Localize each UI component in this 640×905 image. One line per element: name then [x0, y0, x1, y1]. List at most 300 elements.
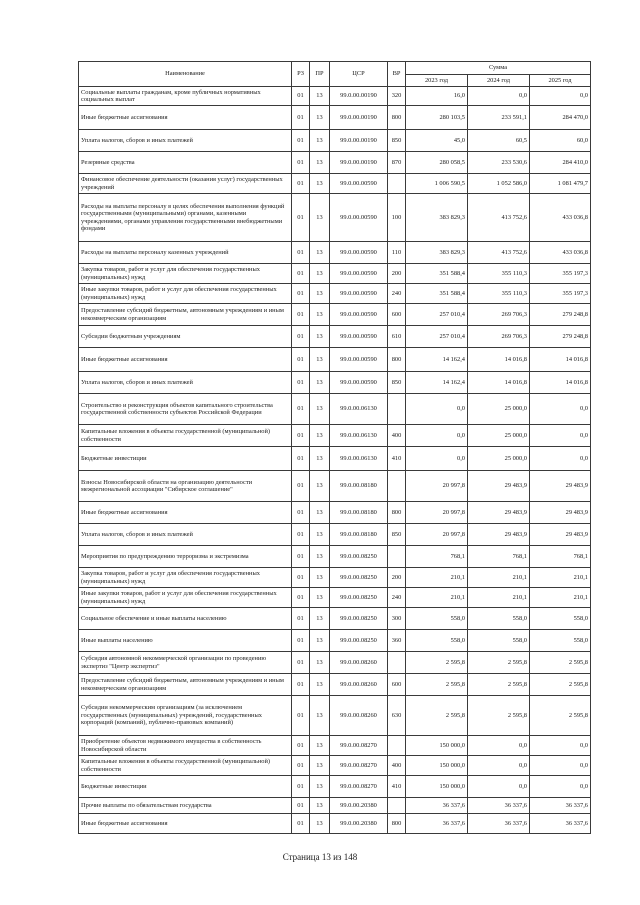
row-sum-2024: 60,5: [468, 130, 530, 152]
row-pr: 13: [310, 524, 330, 546]
row-sum-2023: 14 162,4: [406, 348, 468, 372]
table-row: [79, 326, 591, 348]
table-row: [79, 174, 591, 194]
row-pr: 13: [310, 242, 330, 264]
row-sum-2023: 1 006 590,5: [406, 174, 468, 194]
row-sum-2025: 29 483,9: [530, 524, 591, 546]
row-sum-2024: 25 000,0: [468, 425, 530, 447]
row-vr: 360: [388, 630, 406, 652]
row-sum-2023: 351 588,4: [406, 264, 468, 284]
table-row: [79, 696, 591, 736]
row-csr: 99.0.00.06130: [330, 447, 388, 471]
row-csr: 99.0.00.08180: [330, 524, 388, 546]
row-csr: 99.0.00.00590: [330, 242, 388, 264]
row-sum-2023: 210,1: [406, 568, 468, 588]
row-sum-2023: 2 595,8: [406, 674, 468, 696]
row-sum-2025: 2 595,8: [530, 696, 591, 736]
row-name: Уплата налогов, сборов и иных платежей: [79, 372, 292, 394]
header-sum: Сумма: [406, 62, 591, 75]
row-sum-2024: 25 000,0: [468, 447, 530, 471]
row-name: Взносы Новосибирской области на организацию деятельности межрегиональной ассоциации "Сибирское соглашение": [79, 471, 292, 502]
row-pr: 13: [310, 87, 330, 106]
row-sum-2025: 284 410,0: [530, 152, 591, 174]
row-vr: 850: [388, 130, 406, 152]
row-name: Строительство и реконструкция объектов капитального строительства государственной собственности субъектов Российской Федерации: [79, 394, 292, 425]
table-row: [79, 130, 591, 152]
row-vr: 630: [388, 696, 406, 736]
row-vr: 850: [388, 524, 406, 546]
row-sum-2023: 558,0: [406, 630, 468, 652]
row-vr: 240: [388, 588, 406, 608]
row-name: Финансовое обеспечение деятельности (оказания услуг) государственных учреждений: [79, 174, 292, 194]
row-pr: 13: [310, 348, 330, 372]
row-name: Субсидии некоммерческим организациям (за исключением государственных (муниципальных) учреждений, государственных корпораций (компаний), публично-правовых компаний): [79, 696, 292, 736]
row-sum-2025: 0,0: [530, 736, 591, 756]
row-rz: 01: [292, 798, 310, 814]
row-vr: 800: [388, 814, 406, 834]
row-sum-2024: 0,0: [468, 736, 530, 756]
table-row: [79, 756, 591, 776]
row-csr: 99.0.00.00590: [330, 194, 388, 242]
row-sum-2025: 1 081 479,7: [530, 174, 591, 194]
row-sum-2023: 0,0: [406, 394, 468, 425]
row-csr: 99.0.00.06130: [330, 425, 388, 447]
row-sum-2024: 36 337,6: [468, 814, 530, 834]
row-csr: 99.0.00.08180: [330, 502, 388, 524]
row-sum-2023: 0,0: [406, 447, 468, 471]
row-name: Мероприятия по предупреждению терроризма и экстремизма: [79, 546, 292, 568]
row-vr: [388, 736, 406, 756]
row-csr: 99.0.00.00190: [330, 152, 388, 174]
table-row: [79, 736, 591, 756]
row-sum-2025: 558,0: [530, 608, 591, 630]
row-pr: 13: [310, 130, 330, 152]
table-row: [79, 568, 591, 588]
row-rz: 01: [292, 471, 310, 502]
header-year-2024: 2024 год: [468, 75, 530, 87]
row-sum-2023: 150 000,0: [406, 756, 468, 776]
row-sum-2024: 29 483,9: [468, 524, 530, 546]
row-sum-2023: 20 997,8: [406, 524, 468, 546]
row-name: Закупка товаров, работ и услуг для обеспечения государственных (муниципальных) нужд: [79, 264, 292, 284]
row-rz: 01: [292, 106, 310, 130]
table-row: [79, 524, 591, 546]
row-csr: 99.0.00.20380: [330, 814, 388, 834]
row-pr: 13: [310, 394, 330, 425]
row-rz: 01: [292, 348, 310, 372]
row-name: Прочие выплаты по обязательствам государства: [79, 798, 292, 814]
row-pr: 13: [310, 568, 330, 588]
row-vr: [388, 394, 406, 425]
row-vr: 300: [388, 608, 406, 630]
row-name: Иные выплаты населению: [79, 630, 292, 652]
row-vr: 800: [388, 348, 406, 372]
row-pr: 13: [310, 425, 330, 447]
row-vr: 600: [388, 304, 406, 326]
row-vr: 800: [388, 502, 406, 524]
row-rz: 01: [292, 608, 310, 630]
row-vr: [388, 798, 406, 814]
row-vr: 400: [388, 425, 406, 447]
row-sum-2025: 210,1: [530, 568, 591, 588]
table-row: [79, 447, 591, 471]
row-rz: 01: [292, 652, 310, 674]
row-csr: 99.0.00.20380: [330, 798, 388, 814]
row-sum-2024: 210,1: [468, 568, 530, 588]
row-sum-2025: 2 595,8: [530, 674, 591, 696]
row-sum-2023: 280 058,5: [406, 152, 468, 174]
row-sum-2023: 257 010,4: [406, 326, 468, 348]
row-csr: 99.0.00.00590: [330, 284, 388, 304]
table-row: [79, 87, 591, 106]
row-rz: 01: [292, 284, 310, 304]
row-sum-2025: 36 337,6: [530, 798, 591, 814]
row-sum-2025: 36 337,6: [530, 814, 591, 834]
header-pr: ПР: [310, 62, 330, 87]
row-vr: [388, 652, 406, 674]
row-rz: 01: [292, 372, 310, 394]
row-rz: 01: [292, 194, 310, 242]
row-rz: 01: [292, 776, 310, 798]
row-sum-2023: 280 103,5: [406, 106, 468, 130]
table-row: [79, 630, 591, 652]
row-sum-2024: 25 000,0: [468, 394, 530, 425]
row-sum-2025: 355 197,3: [530, 284, 591, 304]
row-pr: 13: [310, 326, 330, 348]
row-pr: 13: [310, 630, 330, 652]
row-sum-2023: 16,0: [406, 87, 468, 106]
row-sum-2023: 383 829,3: [406, 194, 468, 242]
row-name: Иные бюджетные ассигнования: [79, 814, 292, 834]
budget-table: [78, 61, 591, 834]
row-sum-2023: 257 010,4: [406, 304, 468, 326]
row-name: Резервные средства: [79, 152, 292, 174]
row-vr: 100: [388, 194, 406, 242]
row-pr: 13: [310, 546, 330, 568]
row-rz: 01: [292, 696, 310, 736]
row-pr: 13: [310, 372, 330, 394]
table-row: [79, 372, 591, 394]
row-pr: 13: [310, 798, 330, 814]
row-sum-2025: 0,0: [530, 87, 591, 106]
row-rz: 01: [292, 588, 310, 608]
row-name: Субсидия автономной некоммерческой организации по проведению экспертиз "Центр экспертиз": [79, 652, 292, 674]
row-rz: 01: [292, 674, 310, 696]
row-pr: 13: [310, 264, 330, 284]
row-vr: 850: [388, 372, 406, 394]
row-csr: 99.0.00.00590: [330, 264, 388, 284]
row-rz: 01: [292, 524, 310, 546]
row-pr: 13: [310, 447, 330, 471]
row-csr: 99.0.00.08250: [330, 608, 388, 630]
row-sum-2023: 383 829,3: [406, 242, 468, 264]
row-sum-2024: 558,0: [468, 630, 530, 652]
table-row: [79, 394, 591, 425]
row-name: Капитальные вложения в объекты государственной (муниципальной) собственности: [79, 425, 292, 447]
row-sum-2025: 60,0: [530, 130, 591, 152]
row-pr: 13: [310, 152, 330, 174]
row-rz: 01: [292, 630, 310, 652]
row-rz: 01: [292, 87, 310, 106]
row-sum-2025: 279 248,8: [530, 304, 591, 326]
row-vr: 200: [388, 264, 406, 284]
row-sum-2023: 36 337,6: [406, 798, 468, 814]
row-vr: 600: [388, 674, 406, 696]
row-sum-2024: 14 016,8: [468, 372, 530, 394]
row-csr: 99.0.00.08260: [330, 652, 388, 674]
row-pr: 13: [310, 106, 330, 130]
row-vr: [388, 471, 406, 502]
row-vr: 610: [388, 326, 406, 348]
row-vr: 200: [388, 568, 406, 588]
row-name: Уплата налогов, сборов и иных платежей: [79, 524, 292, 546]
row-sum-2024: 233 591,1: [468, 106, 530, 130]
row-rz: 01: [292, 326, 310, 348]
row-sum-2024: 269 706,3: [468, 326, 530, 348]
row-sum-2023: 150 000,0: [406, 736, 468, 756]
row-csr: 99.0.00.00190: [330, 106, 388, 130]
page-number: Страница 13 из 148: [282, 852, 358, 862]
row-name: Иные бюджетные ассигнования: [79, 106, 292, 130]
row-name: Расходы на выплаты персоналу казенных учреждений: [79, 242, 292, 264]
row-sum-2024: 355 110,3: [468, 264, 530, 284]
row-rz: 01: [292, 152, 310, 174]
row-sum-2023: 20 997,8: [406, 502, 468, 524]
row-name: Капитальные вложения в объекты государственной (муниципальной) собственности: [79, 756, 292, 776]
row-sum-2023: 20 997,8: [406, 471, 468, 502]
row-pr: 13: [310, 304, 330, 326]
row-vr: 240: [388, 284, 406, 304]
row-name: Расходы на выплаты персоналу в целях обеспечения выполнения функций государственными (муниципальными) органами, казенными учреждениями, органами управления государственными внебюджетными фондами: [79, 194, 292, 242]
row-rz: 01: [292, 814, 310, 834]
row-csr: 99.0.00.08250: [330, 588, 388, 608]
row-vr: [388, 174, 406, 194]
row-sum-2024: 768,1: [468, 546, 530, 568]
row-sum-2024: 558,0: [468, 608, 530, 630]
table-row: [79, 348, 591, 372]
row-pr: 13: [310, 471, 330, 502]
row-vr: 410: [388, 447, 406, 471]
table-body: [79, 87, 591, 834]
row-sum-2023: 2 595,8: [406, 696, 468, 736]
row-sum-2025: 433 036,8: [530, 194, 591, 242]
row-rz: 01: [292, 568, 310, 588]
row-name: Приобретение объектов недвижимого имущества в собственность Новосибирской области: [79, 736, 292, 756]
row-sum-2025: 14 016,8: [530, 372, 591, 394]
row-csr: 99.0.00.08260: [330, 696, 388, 736]
row-sum-2025: 279 248,8: [530, 326, 591, 348]
row-sum-2025: 2 595,8: [530, 652, 591, 674]
row-sum-2024: 2 595,8: [468, 696, 530, 736]
row-sum-2024: 355 110,3: [468, 284, 530, 304]
row-sum-2023: 45,0: [406, 130, 468, 152]
row-sum-2024: 269 706,3: [468, 304, 530, 326]
row-csr: 99.0.00.00590: [330, 174, 388, 194]
header-vr: ВР: [388, 62, 406, 87]
row-sum-2025: 0,0: [530, 425, 591, 447]
row-vr: 110: [388, 242, 406, 264]
header-year-2023: 2023 год: [406, 75, 468, 87]
row-pr: 13: [310, 588, 330, 608]
row-csr: 99.0.00.00590: [330, 372, 388, 394]
table-row: [79, 546, 591, 568]
row-rz: 01: [292, 756, 310, 776]
row-csr: 99.0.00.08270: [330, 736, 388, 756]
row-pr: 13: [310, 174, 330, 194]
row-sum-2025: 284 470,0: [530, 106, 591, 130]
row-name: Иные бюджетные ассигнования: [79, 502, 292, 524]
table-row: [79, 502, 591, 524]
row-sum-2025: 29 483,9: [530, 502, 591, 524]
row-csr: 99.0.00.08250: [330, 630, 388, 652]
row-sum-2024: 0,0: [468, 87, 530, 106]
row-csr: 99.0.00.08180: [330, 471, 388, 502]
row-sum-2023: 150 000,0: [406, 776, 468, 798]
row-sum-2023: 351 588,4: [406, 284, 468, 304]
row-name: Иные бюджетные ассигнования: [79, 348, 292, 372]
row-rz: 01: [292, 425, 310, 447]
row-sum-2023: 2 595,8: [406, 652, 468, 674]
row-csr: 99.0.00.00190: [330, 130, 388, 152]
row-csr: 99.0.00.00590: [330, 326, 388, 348]
row-pr: 13: [310, 284, 330, 304]
row-pr: 13: [310, 736, 330, 756]
row-sum-2025: 433 036,8: [530, 242, 591, 264]
table-row: [79, 106, 591, 130]
row-csr: 99.0.00.00590: [330, 304, 388, 326]
header-csr: ЦСР: [330, 62, 388, 87]
row-sum-2024: 2 595,8: [468, 652, 530, 674]
row-rz: 01: [292, 736, 310, 756]
row-sum-2024: 1 052 586,0: [468, 174, 530, 194]
row-pr: 13: [310, 814, 330, 834]
row-sum-2024: 29 483,9: [468, 502, 530, 524]
row-sum-2024: 0,0: [468, 776, 530, 798]
row-sum-2025: 0,0: [530, 447, 591, 471]
row-pr: 13: [310, 502, 330, 524]
table-row: [79, 652, 591, 674]
row-rz: 01: [292, 394, 310, 425]
row-vr: 400: [388, 756, 406, 776]
table-row: [79, 776, 591, 798]
row-rz: 01: [292, 304, 310, 326]
row-sum-2025: 29 483,9: [530, 471, 591, 502]
row-sum-2023: 768,1: [406, 546, 468, 568]
row-name: Закупка товаров, работ и услуг для обеспечения государственных (муниципальных) нужд: [79, 568, 292, 588]
row-name: Уплата налогов, сборов и иных платежей: [79, 130, 292, 152]
row-vr: 800: [388, 106, 406, 130]
row-pr: 13: [310, 652, 330, 674]
row-sum-2025: 0,0: [530, 394, 591, 425]
row-name: Бюджетные инвестиции: [79, 776, 292, 798]
row-name: Социальное обеспечение и иные выплаты населению: [79, 608, 292, 630]
row-vr: [388, 546, 406, 568]
row-vr: 870: [388, 152, 406, 174]
row-csr: 99.0.00.06130: [330, 394, 388, 425]
table-row: [79, 674, 591, 696]
row-csr: 99.0.00.08270: [330, 756, 388, 776]
row-name: Предоставление субсидий бюджетным, автономным учреждениям и иным некоммерческим организациям: [79, 304, 292, 326]
row-rz: 01: [292, 264, 310, 284]
row-name: Бюджетные инвестиции: [79, 447, 292, 471]
row-sum-2024: 413 752,6: [468, 194, 530, 242]
row-sum-2025: 355 197,3: [530, 264, 591, 284]
table-row: [79, 194, 591, 242]
table-row: [79, 284, 591, 304]
row-csr: 99.0.00.08250: [330, 568, 388, 588]
table-row: [79, 814, 591, 834]
row-sum-2024: 14 016,8: [468, 348, 530, 372]
row-rz: 01: [292, 502, 310, 524]
row-pr: 13: [310, 674, 330, 696]
row-name: Иные закупки товаров, работ и услуг для обеспечения государственных (муниципальных) нужд: [79, 284, 292, 304]
table-row: [79, 425, 591, 447]
row-sum-2024: 36 337,6: [468, 798, 530, 814]
table-row: [79, 471, 591, 502]
row-sum-2025: 558,0: [530, 630, 591, 652]
table-row: [79, 608, 591, 630]
row-csr: 99.0.00.08250: [330, 546, 388, 568]
row-rz: 01: [292, 546, 310, 568]
table-row: [79, 152, 591, 174]
row-sum-2023: 14 162,4: [406, 372, 468, 394]
row-csr: 99.0.00.08260: [330, 674, 388, 696]
row-sum-2024: 210,1: [468, 588, 530, 608]
table-row: [79, 798, 591, 814]
row-vr: 410: [388, 776, 406, 798]
row-sum-2025: 14 016,8: [530, 348, 591, 372]
row-sum-2024: 413 752,6: [468, 242, 530, 264]
row-sum-2023: 558,0: [406, 608, 468, 630]
row-sum-2024: 2 595,8: [468, 674, 530, 696]
row-pr: 13: [310, 696, 330, 736]
row-pr: 13: [310, 776, 330, 798]
table-row: [79, 242, 591, 264]
table-row: [79, 588, 591, 608]
row-sum-2025: 0,0: [530, 756, 591, 776]
header-year-2025: 2025 год: [530, 75, 591, 87]
row-csr: 99.0.00.08270: [330, 776, 388, 798]
header-name: Наименование: [79, 62, 292, 87]
row-name: Иные закупки товаров, работ и услуг для обеспечения государственных (муниципальных) нужд: [79, 588, 292, 608]
row-rz: 01: [292, 174, 310, 194]
row-sum-2024: 233 530,6: [468, 152, 530, 174]
row-sum-2023: 36 337,6: [406, 814, 468, 834]
row-sum-2025: 0,0: [530, 776, 591, 798]
row-csr: 99.0.00.00590: [330, 348, 388, 372]
row-rz: 01: [292, 242, 310, 264]
row-sum-2023: 0,0: [406, 425, 468, 447]
row-name: Социальные выплаты гражданам, кроме публичных нормативных социальных выплат: [79, 87, 292, 106]
row-sum-2025: 768,1: [530, 546, 591, 568]
row-vr: 320: [388, 87, 406, 106]
budget-table-container: [78, 61, 590, 834]
row-sum-2025: 210,1: [530, 588, 591, 608]
row-sum-2023: 210,1: [406, 588, 468, 608]
table-row: [79, 264, 591, 284]
row-csr: 99.0.00.00190: [330, 87, 388, 106]
row-pr: 13: [310, 194, 330, 242]
row-rz: 01: [292, 130, 310, 152]
table-row: [79, 304, 591, 326]
row-pr: 13: [310, 608, 330, 630]
row-sum-2024: 29 483,9: [468, 471, 530, 502]
row-rz: 01: [292, 447, 310, 471]
row-pr: 13: [310, 756, 330, 776]
row-name: Субсидии бюджетным учреждениям: [79, 326, 292, 348]
header-rz: РЗ: [292, 62, 310, 87]
row-name: Предоставление субсидий бюджетным, автономным учреждениям и иным некоммерческим организациям: [79, 674, 292, 696]
